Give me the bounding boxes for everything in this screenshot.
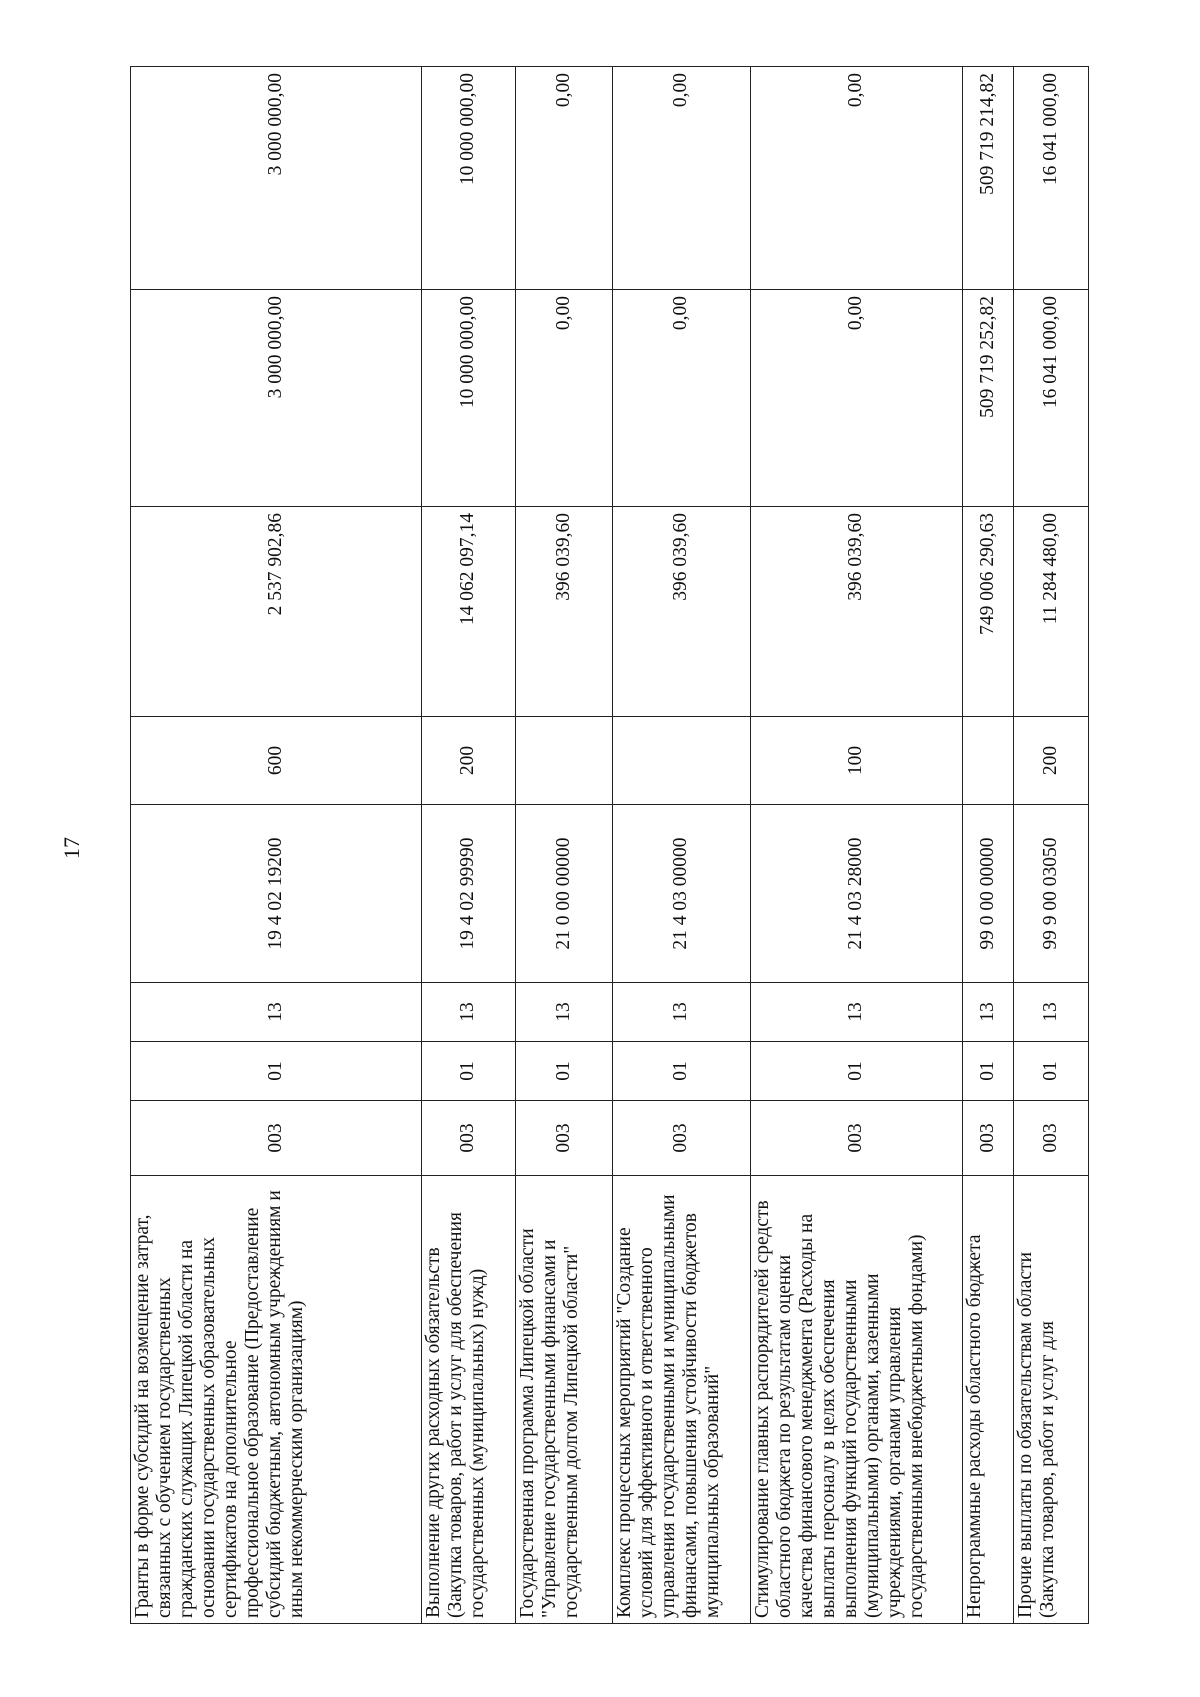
table-row — [1014, 67, 1089, 1624]
ministry-code: 003 — [963, 1101, 1014, 1176]
subsection-code: 13 — [1014, 983, 1089, 1042]
amount-1: 14 062 097,14 — [422, 507, 516, 717]
ministry-code: 003 — [131, 1101, 422, 1176]
amount-2: 10 000 000,00 — [422, 290, 516, 507]
target-article: 21 0 00 00000 — [516, 805, 613, 983]
target-article: 21 4 03 00000 — [613, 805, 751, 983]
subsection-code: 13 — [963, 983, 1014, 1042]
expense-kind: 200 — [422, 717, 516, 805]
table-row — [516, 67, 613, 1624]
section-code: 01 — [751, 1042, 963, 1101]
row-name: Прочие выплаты по обязательствам области (Закупка товаров, работ и услуг для — [1014, 1176, 1089, 1624]
budget-table — [130, 66, 1089, 1624]
section-code: 01 — [613, 1042, 751, 1101]
section-code: 01 — [1014, 1042, 1089, 1101]
ministry-code: 003 — [751, 1101, 963, 1176]
amount-1: 396 039,60 — [613, 507, 751, 717]
amount-2: 509 719 252,82 — [963, 290, 1014, 507]
amount-3: 509 719 214,82 — [963, 67, 1014, 290]
target-article: 99 9 00 03050 — [1014, 805, 1089, 983]
ministry-code: 003 — [613, 1101, 751, 1176]
row-name: Гранты в форме субсидий на возмещение затрат, связанных с обучением государственных гражданских служащих Липецкой области на основании государственных образовательных сертификатов на дополнительное профессиональное образование (Предоставление субсидий бюджетным, автономным учреждениям и иным некоммерческим организациям) — [131, 1176, 422, 1624]
budget-table-sheet — [130, 67, 1088, 1624]
subsection-code: 13 — [422, 983, 516, 1042]
table-row — [751, 67, 963, 1624]
table-row — [963, 67, 1014, 1624]
target-article: 99 0 00 00000 — [963, 805, 1014, 983]
section-code: 01 — [422, 1042, 516, 1101]
section-code: 01 — [131, 1042, 422, 1101]
amount-2: 0,00 — [516, 290, 613, 507]
row-name: Непрограммные расходы областного бюджета — [963, 1176, 1014, 1624]
table-row — [613, 67, 751, 1624]
amount-1: 749 006 290,63 — [963, 507, 1014, 717]
target-article: 21 4 03 28000 — [751, 805, 963, 983]
row-name: Выполнение других расходных обязательств (Закупка товаров, работ и услуг для обеспечения государственных (муниципальных) нужд) — [422, 1176, 516, 1624]
expense-kind: 600 — [131, 717, 422, 805]
row-name: Государственная программа Липецкой области "Управление государственными финансами и государственным долгом Липецкой области" — [516, 1176, 613, 1624]
subsection-code: 13 — [131, 983, 422, 1042]
amount-2: 16 041 000,00 — [1014, 290, 1089, 507]
amount-1: 396 039,60 — [516, 507, 613, 717]
amount-2: 3 000 000,00 — [131, 290, 422, 507]
table-row — [131, 67, 422, 1624]
section-code: 01 — [516, 1042, 613, 1101]
row-name: Стимулирование главных распорядителей средств областного бюджета по результатам оценки качества финансового менеджмента (Расходы на выплаты персоналу в целях обеспечения выполнения функций государственными (муниципальными) органами, казенными учреждениями, органами управления государственными внебюджетными фондами) — [751, 1176, 963, 1624]
ministry-code: 003 — [422, 1101, 516, 1176]
amount-3: 0,00 — [516, 67, 613, 290]
amount-1: 396 039,60 — [751, 507, 963, 717]
table-row — [422, 67, 516, 1624]
amount-3: 16 041 000,00 — [1014, 67, 1089, 290]
section-code: 01 — [963, 1042, 1014, 1101]
subsection-code: 13 — [516, 983, 613, 1042]
expense-kind: 200 — [1014, 717, 1089, 805]
amount-3: 0,00 — [613, 67, 751, 290]
expense-kind — [613, 717, 751, 805]
subsection-code: 13 — [751, 983, 963, 1042]
amount-3: 0,00 — [751, 67, 963, 290]
amount-3: 3 000 000,00 — [131, 67, 422, 290]
amount-1: 2 537 902,86 — [131, 507, 422, 717]
amount-2: 0,00 — [751, 290, 963, 507]
subsection-code: 13 — [613, 983, 751, 1042]
ministry-code: 003 — [516, 1101, 613, 1176]
target-article: 19 4 02 99990 — [422, 805, 516, 983]
amount-3: 10 000 000,00 — [422, 67, 516, 290]
page-number: 17 — [59, 837, 84, 859]
expense-kind: 100 — [751, 717, 963, 805]
expense-kind — [963, 717, 1014, 805]
expense-kind — [516, 717, 613, 805]
amount-1: 11 284 480,00 — [1014, 507, 1089, 717]
amount-2: 0,00 — [613, 290, 751, 507]
row-name: Комплекс процессных мероприятий "Создание условий для эффективного и ответственного управления государственными и муниципальными финансами, повышения устойчивости бюджетов муниципальных образований" — [613, 1176, 751, 1624]
target-article: 19 4 02 19200 — [131, 805, 422, 983]
ministry-code: 003 — [1014, 1101, 1089, 1176]
